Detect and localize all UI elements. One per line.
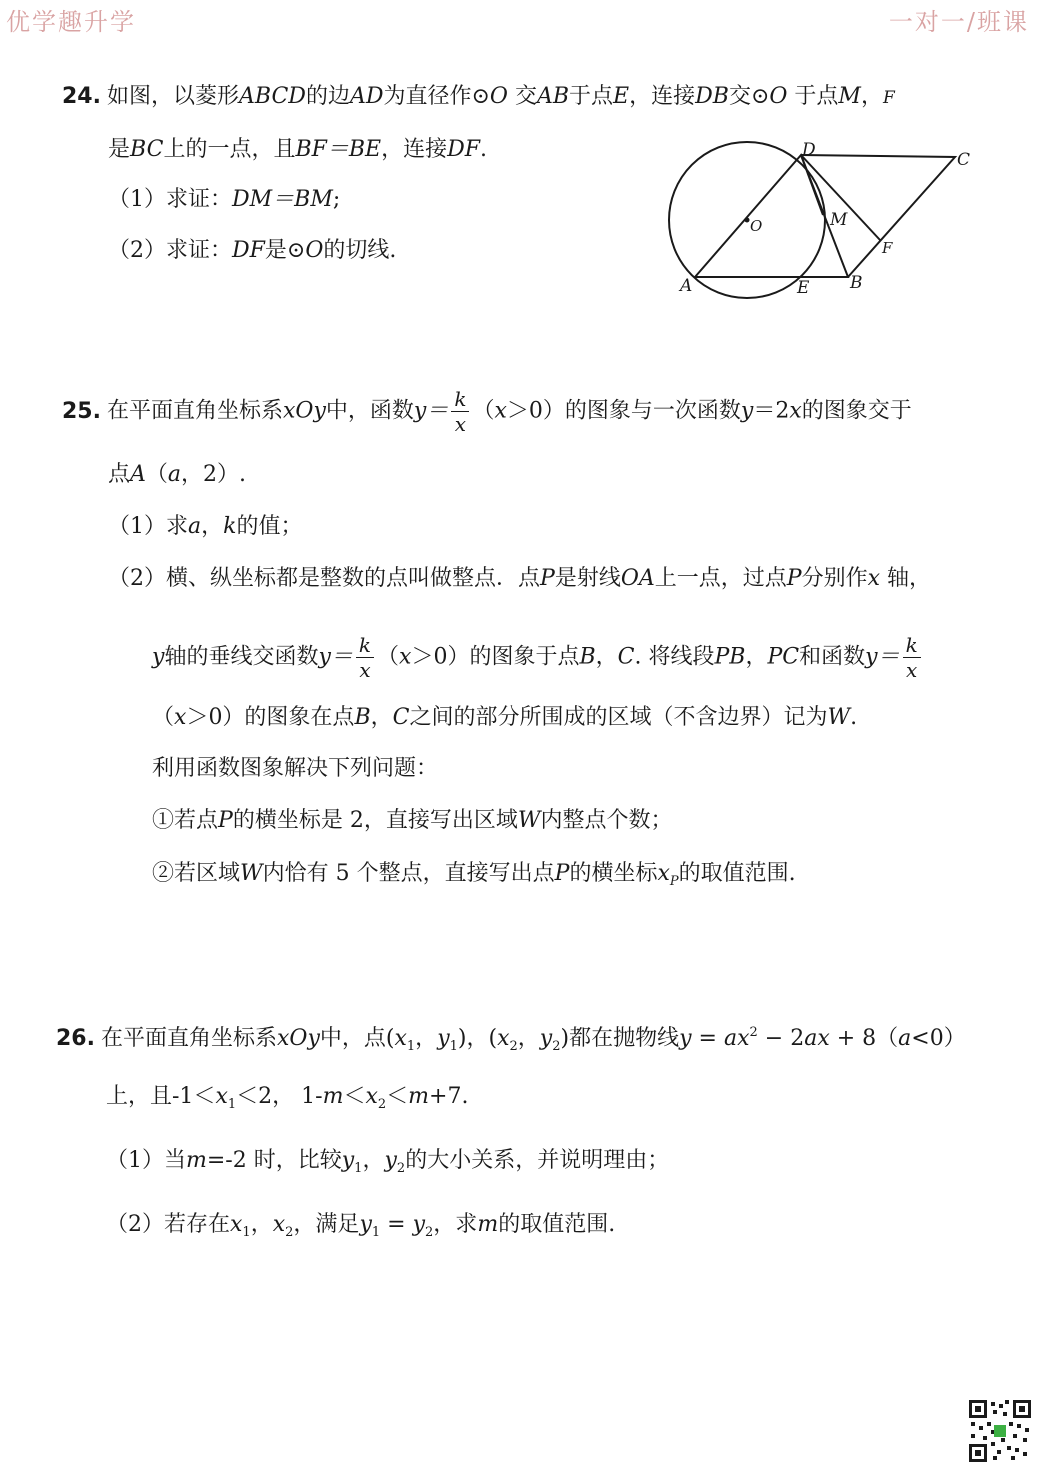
- q24-geometry-figure: [660, 135, 980, 310]
- q25-part-2: （2）横、纵坐标都是整数的点叫做整点．点P是射线OA上一点，过点P分别作x 轴，: [108, 566, 932, 591]
- q24-part-1: （1）求证：DM＝BM;: [108, 187, 341, 212]
- q26-number: 26.: [56, 1026, 95, 1051]
- label-a: A: [680, 276, 693, 296]
- q25-number: 25.: [62, 398, 101, 424]
- q26-part-2: （2）若存在$x_1$，$x_2$，满足$y_1 = y_2$，求m的取值范围.: [106, 1212, 616, 1240]
- qr-code-icon[interactable]: [967, 1398, 1033, 1464]
- label-d: D: [802, 140, 816, 160]
- label-e: E: [797, 278, 810, 298]
- q25-line-1: 25. 在平面直角坐标系xOy中，函数y＝ $\frac{k}{x}$ （x＞0）的图象与一次函数y＝2x的图象交于: [62, 387, 912, 436]
- q25-part-2-line-3: （x＞0）的图象在点B，C之间的部分所围成的区域（不含边界）记为W.: [152, 705, 858, 730]
- label-c: C: [957, 150, 971, 170]
- label-m: M: [830, 210, 848, 230]
- q26-part-1: （1）当m=-2 时，比较$y_1$，$y_2$的大小关系，并说明理由；: [106, 1148, 670, 1176]
- q25-part-2-line-4: 利用函数图象解决下列问题：: [152, 756, 439, 781]
- q25-sub-2: ②若区域W内恰有 5 个整点，直接写出点P的横坐标$x_P$的取值范围.: [152, 861, 796, 889]
- header-brand-right: 一对一/班课: [888, 8, 1029, 36]
- label-f: F: [882, 239, 893, 257]
- q24-number: 24.: [62, 84, 101, 109]
- label-o: O: [750, 217, 763, 235]
- header-brand-left: 优学趣升学: [6, 8, 136, 36]
- q25-line-2: 点A（a，2）.: [108, 462, 247, 487]
- q24-line-1: 24. 如图，以菱形ABCD的边AD为直径作⊙O 交AB于点E，连接DB交⊙O 于点M，F: [62, 84, 895, 109]
- label-b: B: [850, 273, 863, 293]
- center-dot: [745, 218, 750, 223]
- q24-line-2: 是BC上的一点，且BF＝BE，连接DF.: [108, 137, 488, 162]
- q26-line-1: 26. 在平面直角坐标系xOy中，点($x_1$，$y_1$)，($x_2$，$y_2$)都在抛物线$y = ax^2 - 2ax + 8(a<0)$: [56, 1025, 966, 1054]
- triangle-adb: [695, 155, 848, 277]
- segment-dm: [801, 155, 823, 215]
- q26-line-2: 上，且$-1<x_1<2$， $1-m<x_2<m+7$.: [106, 1084, 469, 1112]
- q24-part-2: （2）求证：DF是⊙O的切线.: [108, 238, 397, 263]
- fraction-k-over-x: $\frac{k}{x}$: [451, 387, 469, 436]
- q25-sub-1: ①若点P的横坐标是 2，直接写出区域W内整点个数；: [152, 808, 673, 833]
- q25-part-2-line-2: y轴的垂线交函数y＝ $\frac{k}{x}$ （x＞0）的图象于点B，C. 将线段PB，PC和函数y＝ $\frac{k}{x}$: [152, 633, 924, 682]
- q25-part-1: （1）求a，k的值；: [108, 514, 303, 539]
